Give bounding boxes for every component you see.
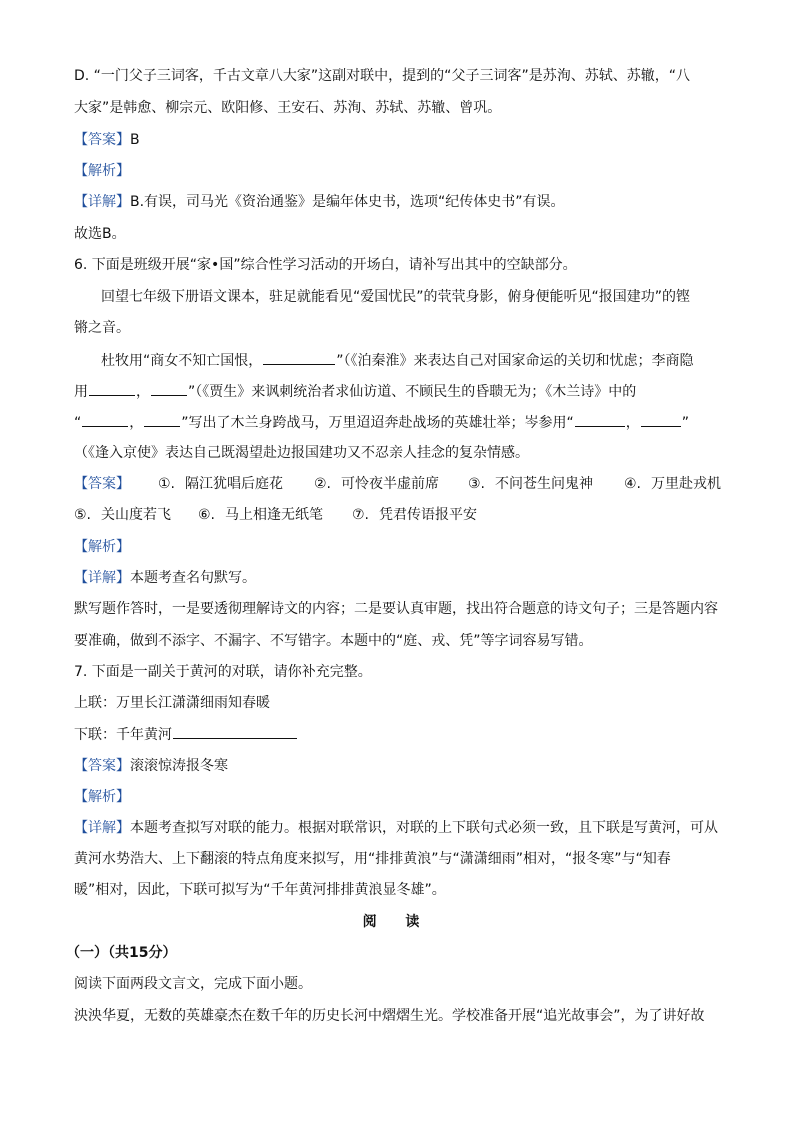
answer-text: 隔江犹唱后庭花 — [185, 476, 284, 492]
answer-number: ⑥. — [198, 507, 216, 523]
answer-text: 万里赴戎机 — [651, 476, 722, 492]
answer-text: 不问苍生问鬼神 — [495, 476, 594, 492]
answer-text: 马上相逢无纸笔 — [225, 507, 324, 523]
detail-text: B.有误，司马光《资治通鉴》是编年体史书，选项“纪传体史书”有误。 — [130, 194, 565, 210]
fill-blank-couplet — [173, 724, 297, 739]
q5-answer — [74, 130, 140, 150]
q6-para2-line2 — [74, 381, 636, 401]
text-segment: ”写出了木兰身跨战马，万里迢迢奔赴战场的英雄壮举；岑参用“ — [181, 415, 574, 431]
detail-tag: 【详解】 — [74, 194, 130, 210]
q6-answer-1 — [158, 474, 283, 494]
text-segment: ， — [625, 415, 640, 431]
answer-number: ⑦. — [352, 507, 370, 523]
q6-note-line1: 默写题作答时，一是要透彻理解诗文的内容；二是要认真审题，找出符合题意的诗文句子；三是答题内容 — [74, 601, 718, 617]
q7-stem: 7. 下面是一副关于黄河的对联，请你补充完整。 — [74, 664, 372, 680]
q5-analysis-tag: 【解析】 — [74, 163, 130, 179]
text-segment: “ — [74, 415, 82, 431]
text-segment: ， — [136, 384, 150, 400]
fill-blank-6 — [575, 412, 625, 427]
answer-number: ②. — [314, 476, 332, 492]
q6-note-line2: 要准确，做到不添字、不漏字、不写错字。本题中的“庭、戎、凭”等字词容易写错。 — [74, 633, 593, 649]
answer-text: 可怜夜半虚前席 — [341, 476, 440, 492]
answer-tag: 【答案】 — [74, 758, 130, 774]
q6-answer-tag: 【答案】 — [74, 476, 130, 492]
answer-number: ①. — [158, 476, 176, 492]
detail-tag: 【详解】 — [74, 570, 130, 586]
q6-answer-7 — [352, 505, 477, 525]
text-segment: 用 — [74, 384, 88, 400]
q5-conclusion: 故选B。 — [74, 226, 126, 242]
q7-lower-couplet — [74, 724, 298, 744]
reading-intro: 阅读下面两段文言文，完成下面小题。 — [74, 976, 312, 992]
detail-text: 本题考查名句默写。 — [130, 570, 256, 586]
text-segment: 下联：千年黄河 — [74, 727, 172, 743]
detail-tag: 【详解】 — [74, 820, 130, 836]
q7-analysis-tag: 【解析】 — [74, 789, 130, 805]
q7-detail-line3: 暖”相对，因此，下联可拟写为“千年黄河排排黄浪显冬雄”。 — [74, 882, 446, 898]
reading-para-line1: 泱泱华夏，无数的英雄豪杰在数千年的历史长河中熠熠生光。学校准备开展“追光故事会”，为了讲好故 — [74, 1008, 705, 1024]
answer-number: ④. — [624, 476, 642, 492]
q6-para1-line1: 回望七年级下册语文课本，驻足就能看见“爱国忧民”的茕茕身影，俯身便能听见“报国建功”的铿 — [101, 289, 691, 305]
fill-blank-1 — [263, 350, 335, 365]
q6-answer-6 — [198, 505, 323, 525]
text-segment: ”（《泊秦淮》来表达自己对国家命运的关切和忧虑；李商隐 — [336, 353, 694, 369]
q6-para2-line4: （《逢入京使》表达自己既渴望赴边报国建功又不忍亲人挂念的复杂情感。 — [74, 445, 529, 461]
q5-option-d-line1: D. “一门父子三词客，千古文章八大家”这副对联中，提到的“父子三词客”是苏洵、苏轼、苏辙，“八 — [74, 68, 690, 84]
q6-detail — [74, 568, 256, 588]
fill-blank-7 — [641, 412, 681, 427]
reading-part1-heading: （一）（共15分） — [66, 945, 177, 961]
detail-text: 本题考查拟写对联的能力。根据对联常识，对联的上下联句式必须一致，且下联是写黄河，可从 — [130, 820, 718, 836]
fill-blank-4 — [82, 412, 128, 427]
q6-para2-line1 — [101, 350, 694, 370]
text-segment: ”（《贾生》来讽刺统治者求仙访道、不顾民生的昏聩无为；《木兰诗》中的 — [188, 384, 637, 400]
q6-analysis-tag: 【解析】 — [74, 539, 130, 555]
text-segment: 杜牧用“商女不知亡国恨， — [101, 353, 263, 369]
q7-upper-couplet: 上联：万里长江潇潇细雨知春暖 — [74, 695, 270, 711]
q6-answer-5 — [74, 505, 171, 525]
q6-stem: 6. 下面是班级开展“家•国”综合性学习活动的开场白，请补写出其中的空缺部分。 — [74, 257, 577, 273]
answer-number: ③. — [468, 476, 486, 492]
answer-text: 凭君传语报平安 — [379, 507, 478, 523]
q7-answer — [74, 756, 228, 776]
answer-number: ⑤. — [74, 507, 92, 523]
text-segment: ， — [129, 415, 144, 431]
q7-detail-line2: 黄河水势浩大、上下翻滚的特点角度来拟写，用“排排黄浪”与“潇潇细雨”相对，“报冬寒”与“知春 — [74, 851, 671, 867]
q6-answer-3 — [468, 474, 593, 494]
q5-detail — [74, 192, 565, 212]
section-title: 阅 读 — [362, 914, 432, 930]
q6-answer-2 — [314, 474, 439, 494]
answer-value: B — [130, 132, 140, 148]
q6-answer-4 — [624, 474, 721, 494]
q7-detail-line1 — [74, 818, 718, 838]
answer-value: 滚滚惊涛报冬寒 — [130, 758, 228, 774]
answer-tag: 【答案】 — [74, 132, 130, 148]
fill-blank-3 — [151, 381, 187, 396]
q6-para1-line2: 锵之音。 — [74, 320, 130, 336]
text-segment: ” — [681, 415, 690, 431]
fill-blank-2 — [89, 381, 135, 396]
answer-text: 关山度若飞 — [101, 507, 172, 523]
q6-para2-line3 — [74, 412, 689, 432]
q5-option-d-line2: 大家”是韩愈、柳宗元、欧阳修、王安石、苏洵、苏轼、苏辙、曾巩。 — [74, 100, 502, 116]
fill-blank-5 — [144, 412, 180, 427]
